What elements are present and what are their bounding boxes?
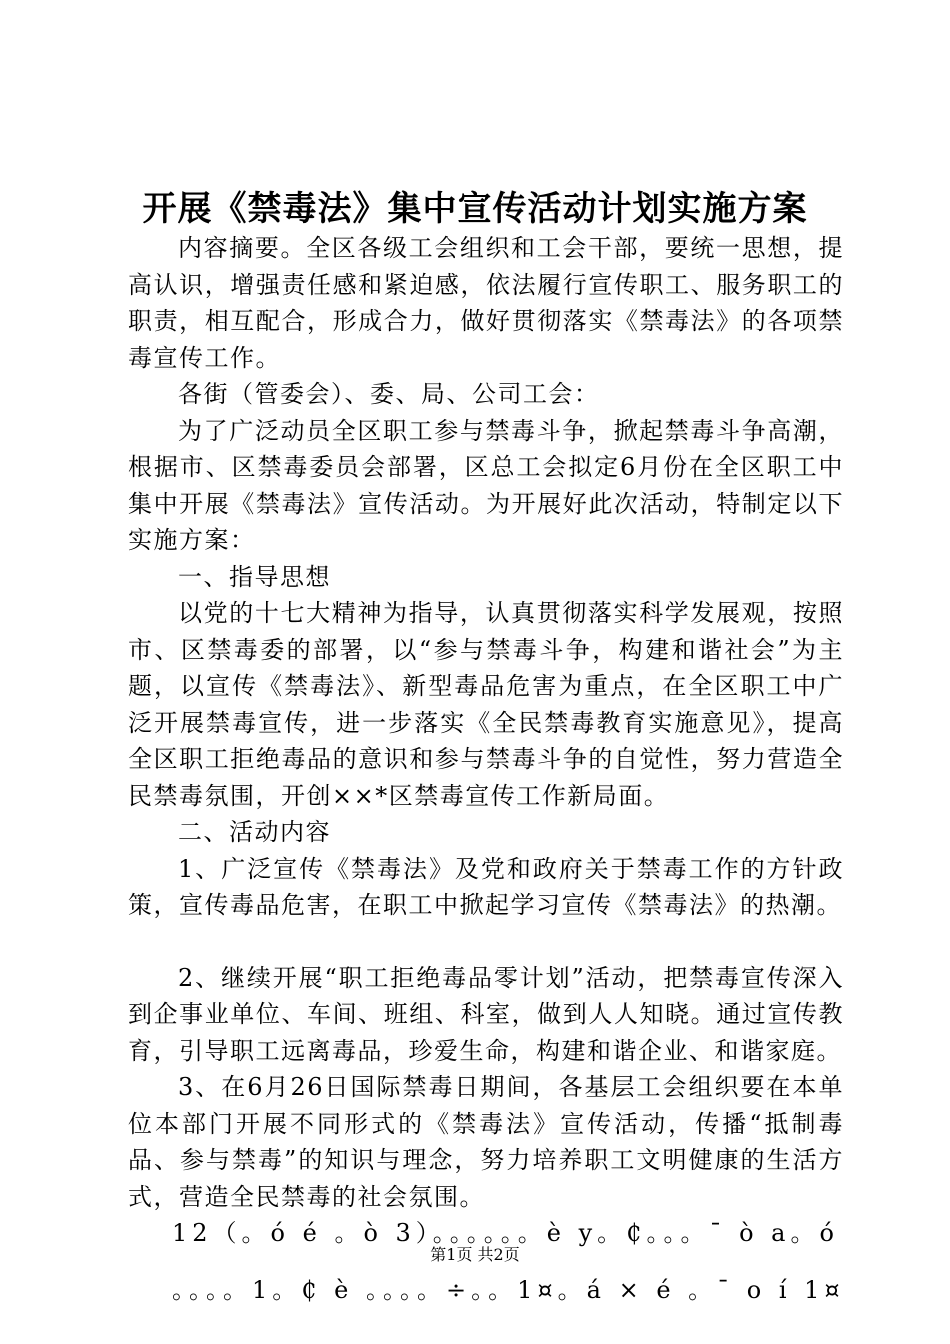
page-footer: 第1页 共2页 <box>430 1245 520 1264</box>
paragraph-summary: 内容摘要。全区各级工会组织和工会干部，要统一思想，提高认识，增强责任感和紧迫感，依法履行宣传职工、服务职工的职责，相互配合，形成合力，做好贯彻落实《禁毒法》的各项禁毒宣传工作。 <box>128 234 844 372</box>
paragraph-salutation: 各街（管委会）、委、局、公司工会： <box>178 380 600 408</box>
list-item-3: 3、在6月26日国际禁毒日期间，各基层工会组织要在本单位本部门开展不同形式的《禁毒法》宣传活动，传播“抵制毒品、参与禁毒”的知识与理念，努力培养职工文明健康的生活方式，营造全民禁毒的社会氛围。 <box>128 1073 844 1211</box>
section-heading-guiding: 一、指导思想 <box>178 562 331 591</box>
document-title: 开展《禁毒法》集中宣传活动计划实施方案 <box>142 189 808 229</box>
garbled-line-1: 12（。ó é 。ò 3）。。。。。。è y。₵。。。¯ ò a。ó <box>172 1219 839 1247</box>
list-item-2: 2、继续开展“职工拒绝毒品零计划”活动，把禁毒宣传深入到企事业单位、车间、班组、科室，做到人人知晓。通过宣传教育，引导职工远离毒品，珍爱生命，构建和谐企业、和谐家庭。 <box>128 963 844 1065</box>
document-body <box>128 230 844 1308</box>
paragraph-intro: 为了广泛动员全区职工参与禁毒斗争，掀起禁毒斗争高潮，根据市、区禁毒委员会部署，区总工会拟定6月份在全区职工中集中开展《禁毒法》宣传活动。为开展好此次活动，特制定以下实施方案： <box>128 416 844 554</box>
section-heading-content: 二、活动内容 <box>178 818 331 846</box>
list-item-1: 1、广泛宣传《禁毒法》及党和政府关于禁毒工作的方针政策，宣传毒品危害，在职工中掀起学习宣传《禁毒法》的热潮。 <box>128 854 844 919</box>
garbled-line-2: 。。。。1。₵ è 。。。。÷。。1¤。á × é 。¯ o í 1¤ <box>172 1275 845 1304</box>
paragraph-guiding: 以党的十七大精神为指导，认真贯彻落实科学发展观，按照市、区禁毒委的部署，以“参与禁毒斗争，构建和谐社会”为主题，以宣传《禁毒法》、新型毒品危害为重点，在全区职工中广泛开展禁毒宣传，进一步落实《全民禁毒教育实施意见》，提高全区职工拒绝毒品的意识和参与禁毒斗争的自觉性，努力营造全民禁毒氛围，开创××*区禁毒宣传工作新局面。 <box>128 599 844 810</box>
